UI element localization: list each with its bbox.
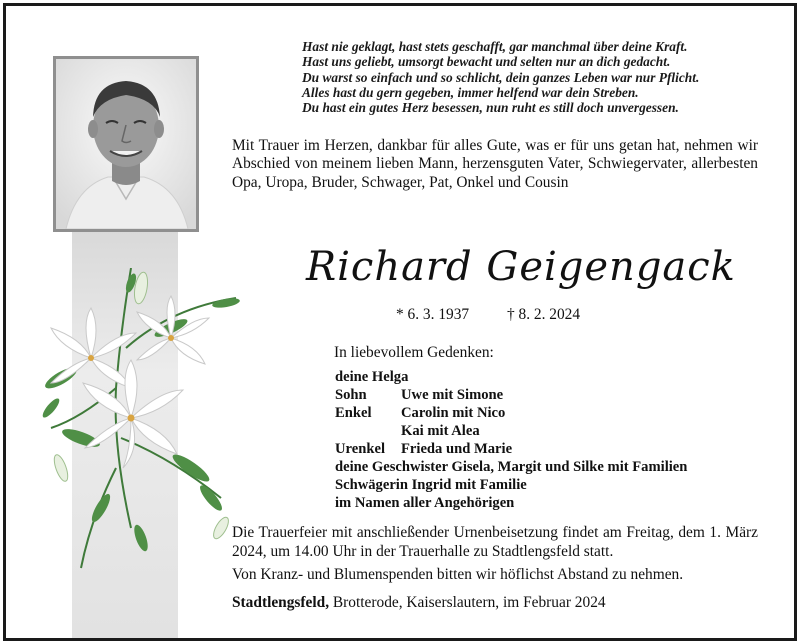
- place-town: Stadtlengsfeld,: [232, 594, 330, 611]
- mourner-row: [335, 386, 687, 404]
- mourner-all-relatives: im Namen aller Angehörigen: [335, 495, 515, 511]
- mourner-siblings: deine Geschwister Gisela, Margit und Silke mit Familien: [335, 459, 688, 475]
- mourner-grandchild: Kai mit Alea: [401, 423, 480, 439]
- mourner-row: [335, 476, 687, 494]
- mourner-great-grandchildren: Frieda und Marie: [401, 441, 513, 457]
- mourner-grandchild: Carolin mit Nico: [401, 405, 506, 421]
- place-rest: Brotterode, Kaiserslautern, im Februar 2024: [329, 594, 606, 611]
- poem-line: Du hast ein gutes Herz besessen, nun ruht es still doch unvergessen.: [302, 100, 679, 116]
- service-announcement: Die Trauerfeier mit anschließender Urnenbeisetzung findet am Freitag, dem 1. März 2024, um 14.00 Uhr in der Trauerhalle zu Stadtlengsfeld statt.: [232, 524, 758, 560]
- mourner-row: [335, 494, 687, 512]
- mourner-row: [335, 422, 687, 440]
- poem: [302, 39, 772, 115]
- obituary-frame: [3, 3, 797, 641]
- role-grandchildren: Enkel: [335, 405, 372, 421]
- death-date: † 8. 2. 2024: [506, 306, 581, 323]
- role-son: Sohn: [335, 387, 367, 403]
- mourner-son: Uwe mit Simone: [401, 387, 504, 403]
- memory-intro: In liebevollem Gedenken:: [334, 344, 494, 361]
- birth-date: * 6. 3. 1937: [396, 306, 470, 323]
- poem-line: Alles hast du gern gegeben, immer helfend war dein Streben.: [302, 84, 639, 100]
- flowers-note: Von Kranz- und Blumenspenden bitten wir höflichst Abstand zu nehmen.: [232, 566, 684, 583]
- place-and-date: [232, 594, 606, 612]
- mourner-row: [335, 368, 687, 386]
- role-great-grandchildren: Urenkel: [335, 441, 385, 457]
- mourners-list: [335, 368, 687, 512]
- mourner-sister-in-law: Schwägerin Ingrid mit Familie: [335, 477, 527, 493]
- poem-line: Hast nie geklagt, hast stets geschafft, gar manchmal über deine Kraft.: [302, 39, 688, 54]
- poem-line: Du warst so einfach und so schlicht, dein ganzes Leben war nur Pflicht.: [302, 69, 700, 85]
- life-dates: [396, 306, 580, 324]
- intro-paragraph: Mit Trauer im Herzen, dankbar für alles Gute, was er für uns getan hat, nehmen wir Abschied von meinem lieben Mann, herzensguten Vater, Schwiegervater, allerbesten Opa, Uropa, Bruder, Schwager, Pat, Onkel und Cousin: [232, 137, 758, 191]
- mourner-row: [335, 404, 687, 422]
- portrait-illustration: [56, 59, 196, 229]
- mourner-row: [335, 440, 687, 458]
- deceased-name: Richard Geigengack: [306, 244, 736, 290]
- poem-line: Hast uns geliebt, umsorgt bewacht und selten nur an dich gedacht.: [302, 54, 671, 70]
- mourner-row: [335, 458, 687, 476]
- mourner-wife: deine Helga: [335, 369, 409, 385]
- portrait-photo: [53, 56, 199, 232]
